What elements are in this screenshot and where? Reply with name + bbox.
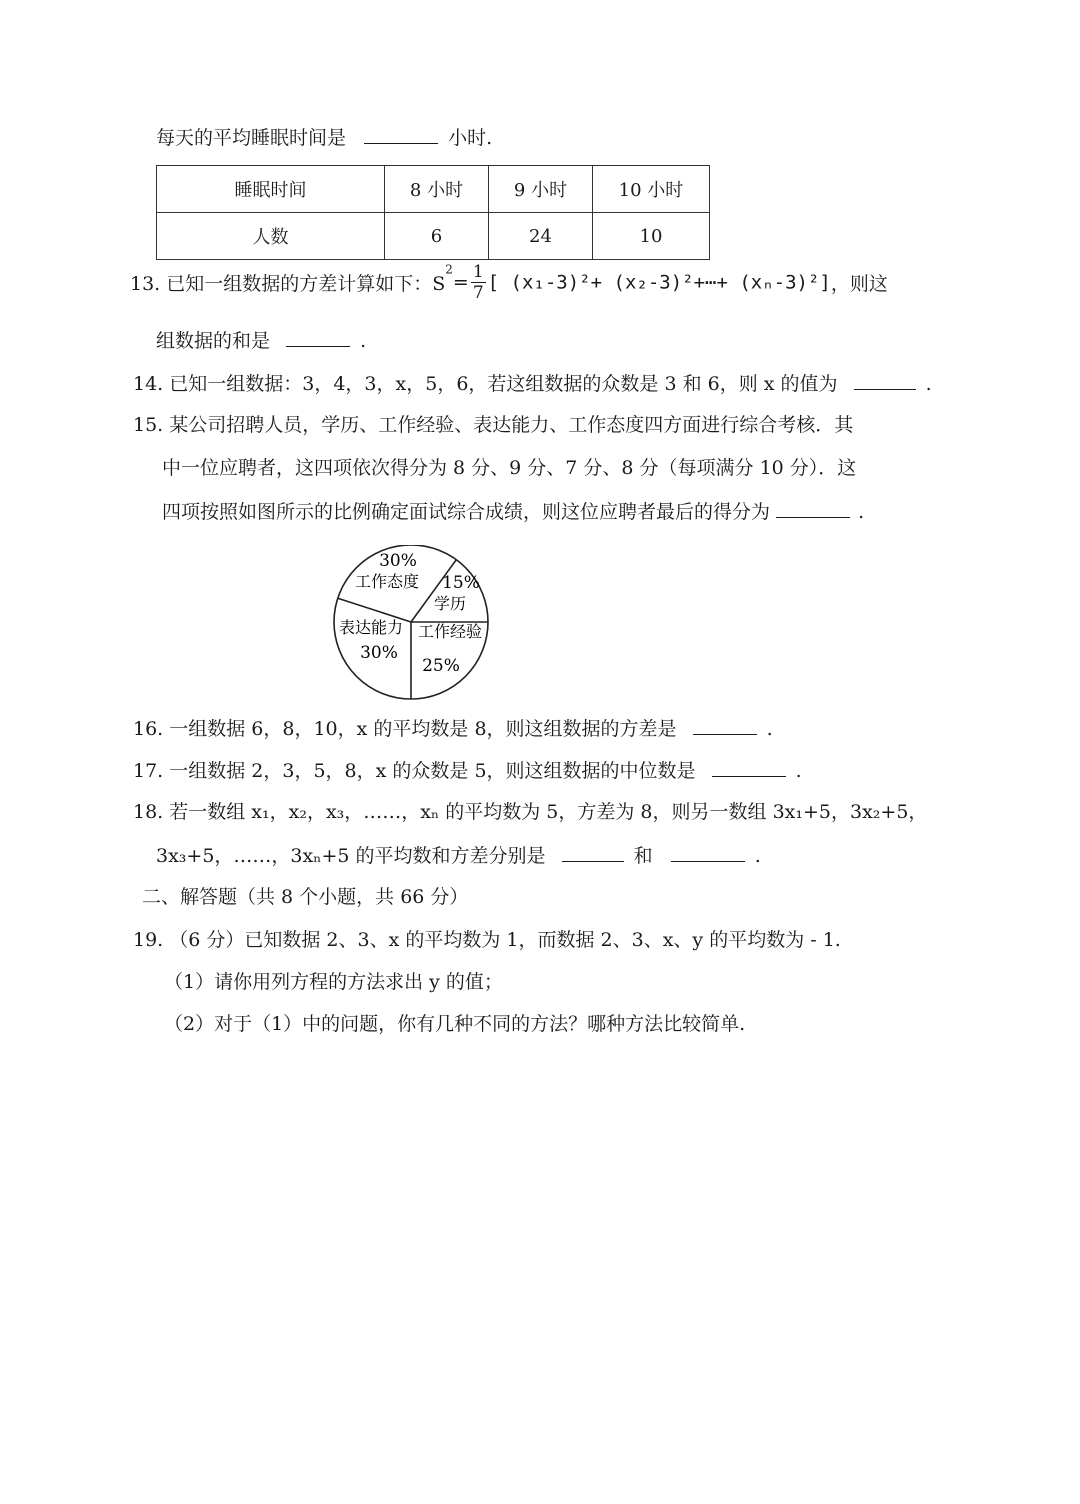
q13-equals: = — [452, 271, 469, 294]
q18-line2 — [156, 841, 761, 870]
pie-label-attitude: 工作态度 — [354, 572, 420, 591]
q18-tail: . — [754, 845, 761, 867]
q17-text: 17. 一组数据 2，3，5，8，x 的众数是 5，则这组数据的中位数是 — [133, 760, 696, 782]
pie-label-expression: 表达能力 — [338, 618, 404, 637]
q12-line — [156, 123, 492, 152]
table-cell: 24 — [489, 213, 593, 260]
q18-answer-blank-1[interactable] — [562, 841, 624, 862]
q12-text: 每天的平均睡眠时间是 — [156, 127, 347, 149]
q18-and: 和 — [633, 845, 653, 867]
q18-line1: 18. 若一数组 x₁，x₂，x₃，……，xₙ 的平均数为 5，方差为 8，则另一数组 3x₁+5，3x₂+5， — [133, 801, 928, 823]
pie-value-attitude: 30% — [379, 551, 417, 571]
q16-tail: . — [766, 718, 773, 740]
q13-fraction — [471, 262, 486, 303]
q16-line — [133, 714, 773, 743]
pie-label-experience: 工作经验 — [417, 622, 483, 641]
q15-line3 — [162, 497, 864, 526]
q15-line3-tail: . — [858, 501, 865, 523]
pie-value-expression: 30% — [360, 643, 398, 663]
q15-answer-blank[interactable] — [776, 497, 850, 518]
pie-value-experience: 25% — [422, 656, 460, 676]
q13-line2-tail: . — [360, 330, 367, 352]
pie-chart — [330, 545, 495, 700]
q13-formula: [ (x₁-3)²+ (x₂-3)²+⋯+ (xₙ-3)²] — [487, 271, 831, 294]
q19-part1: （1）请你用列方程的方法求出 y 的值； — [164, 971, 503, 993]
table-cell: 人数 — [157, 213, 385, 260]
q14-answer-blank[interactable] — [854, 369, 916, 390]
q16-text: 16. 一组数据 6，8，10，x 的平均数是 8，则这组数据的方差是 — [133, 718, 677, 740]
table-row — [157, 213, 710, 260]
q18-line2-text: 3x₃+5，……，3xₙ+5 的平均数和方差分别是 — [156, 845, 546, 867]
q12-tail: 小时. — [448, 127, 493, 149]
q16-answer-blank[interactable] — [693, 714, 757, 735]
pie-chart-svg — [330, 545, 495, 700]
table-header-row — [157, 166, 710, 213]
q13-prefix: 13. 已知一组数据的方差计算如下：S — [130, 273, 446, 295]
q14-tail: . — [925, 373, 932, 395]
q13-frac-denominator: 7 — [472, 283, 484, 303]
q13-square: 2 — [445, 262, 453, 277]
q17-tail: . — [795, 760, 802, 782]
q15-line1: 15. 某公司招聘人员，学历、工作经验、表达能力、工作态度四方面进行综合考核．其 — [133, 414, 854, 436]
table-cell: 6 — [385, 213, 489, 260]
q13-suffix: ，则这 — [830, 273, 888, 295]
table-cell: 10 — [593, 213, 710, 260]
q19-line1: 19. （6 分）已知数据 2、3、x 的平均数为 1，而数据 2、3、x、y 的平均数为 - 1. — [133, 929, 841, 951]
table-header-cell: 8 小时 — [385, 166, 489, 213]
table-header-cell: 睡眠时间 — [157, 166, 385, 213]
q14-line — [133, 369, 932, 398]
q19-part2: （2）对于（1）中的问题，你有几种不同的方法？哪种方法比较简单. — [164, 1013, 746, 1035]
section-2-heading: 二、解答题（共 8 个小题，共 66 分） — [142, 886, 469, 908]
q12-answer-blank[interactable] — [364, 123, 438, 144]
q17-line — [133, 756, 802, 785]
q13-frac-numerator: 1 — [472, 262, 484, 282]
q13-line — [130, 262, 888, 312]
table-header-cell: 10 小时 — [593, 166, 710, 213]
q13-line2 — [156, 326, 366, 355]
pie-label-education: 学历 — [433, 594, 467, 613]
pie-value-education: 15% — [442, 573, 480, 593]
q15-line2: 中一位应聘者，这四项依次得分为 8 分、9 分、7 分、8 分（每项满分 10 分）．这 — [162, 457, 857, 479]
q15-line3-text: 四项按照如图所示的比例确定面试综合成绩，则这位应聘者最后的得分为 — [162, 501, 771, 523]
sleep-table — [156, 165, 710, 260]
q13-line2-text: 组数据的和是 — [156, 330, 271, 352]
q14-text: 14. 已知一组数据：3，4，3，x，5，6，若这组数据的众数是 3 和 6，则 x 的值为 — [133, 373, 838, 395]
table-header-cell: 9 小时 — [489, 166, 593, 213]
q17-answer-blank[interactable] — [712, 756, 786, 777]
q18-answer-blank-2[interactable] — [671, 841, 745, 862]
q13-answer-blank[interactable] — [286, 326, 350, 347]
